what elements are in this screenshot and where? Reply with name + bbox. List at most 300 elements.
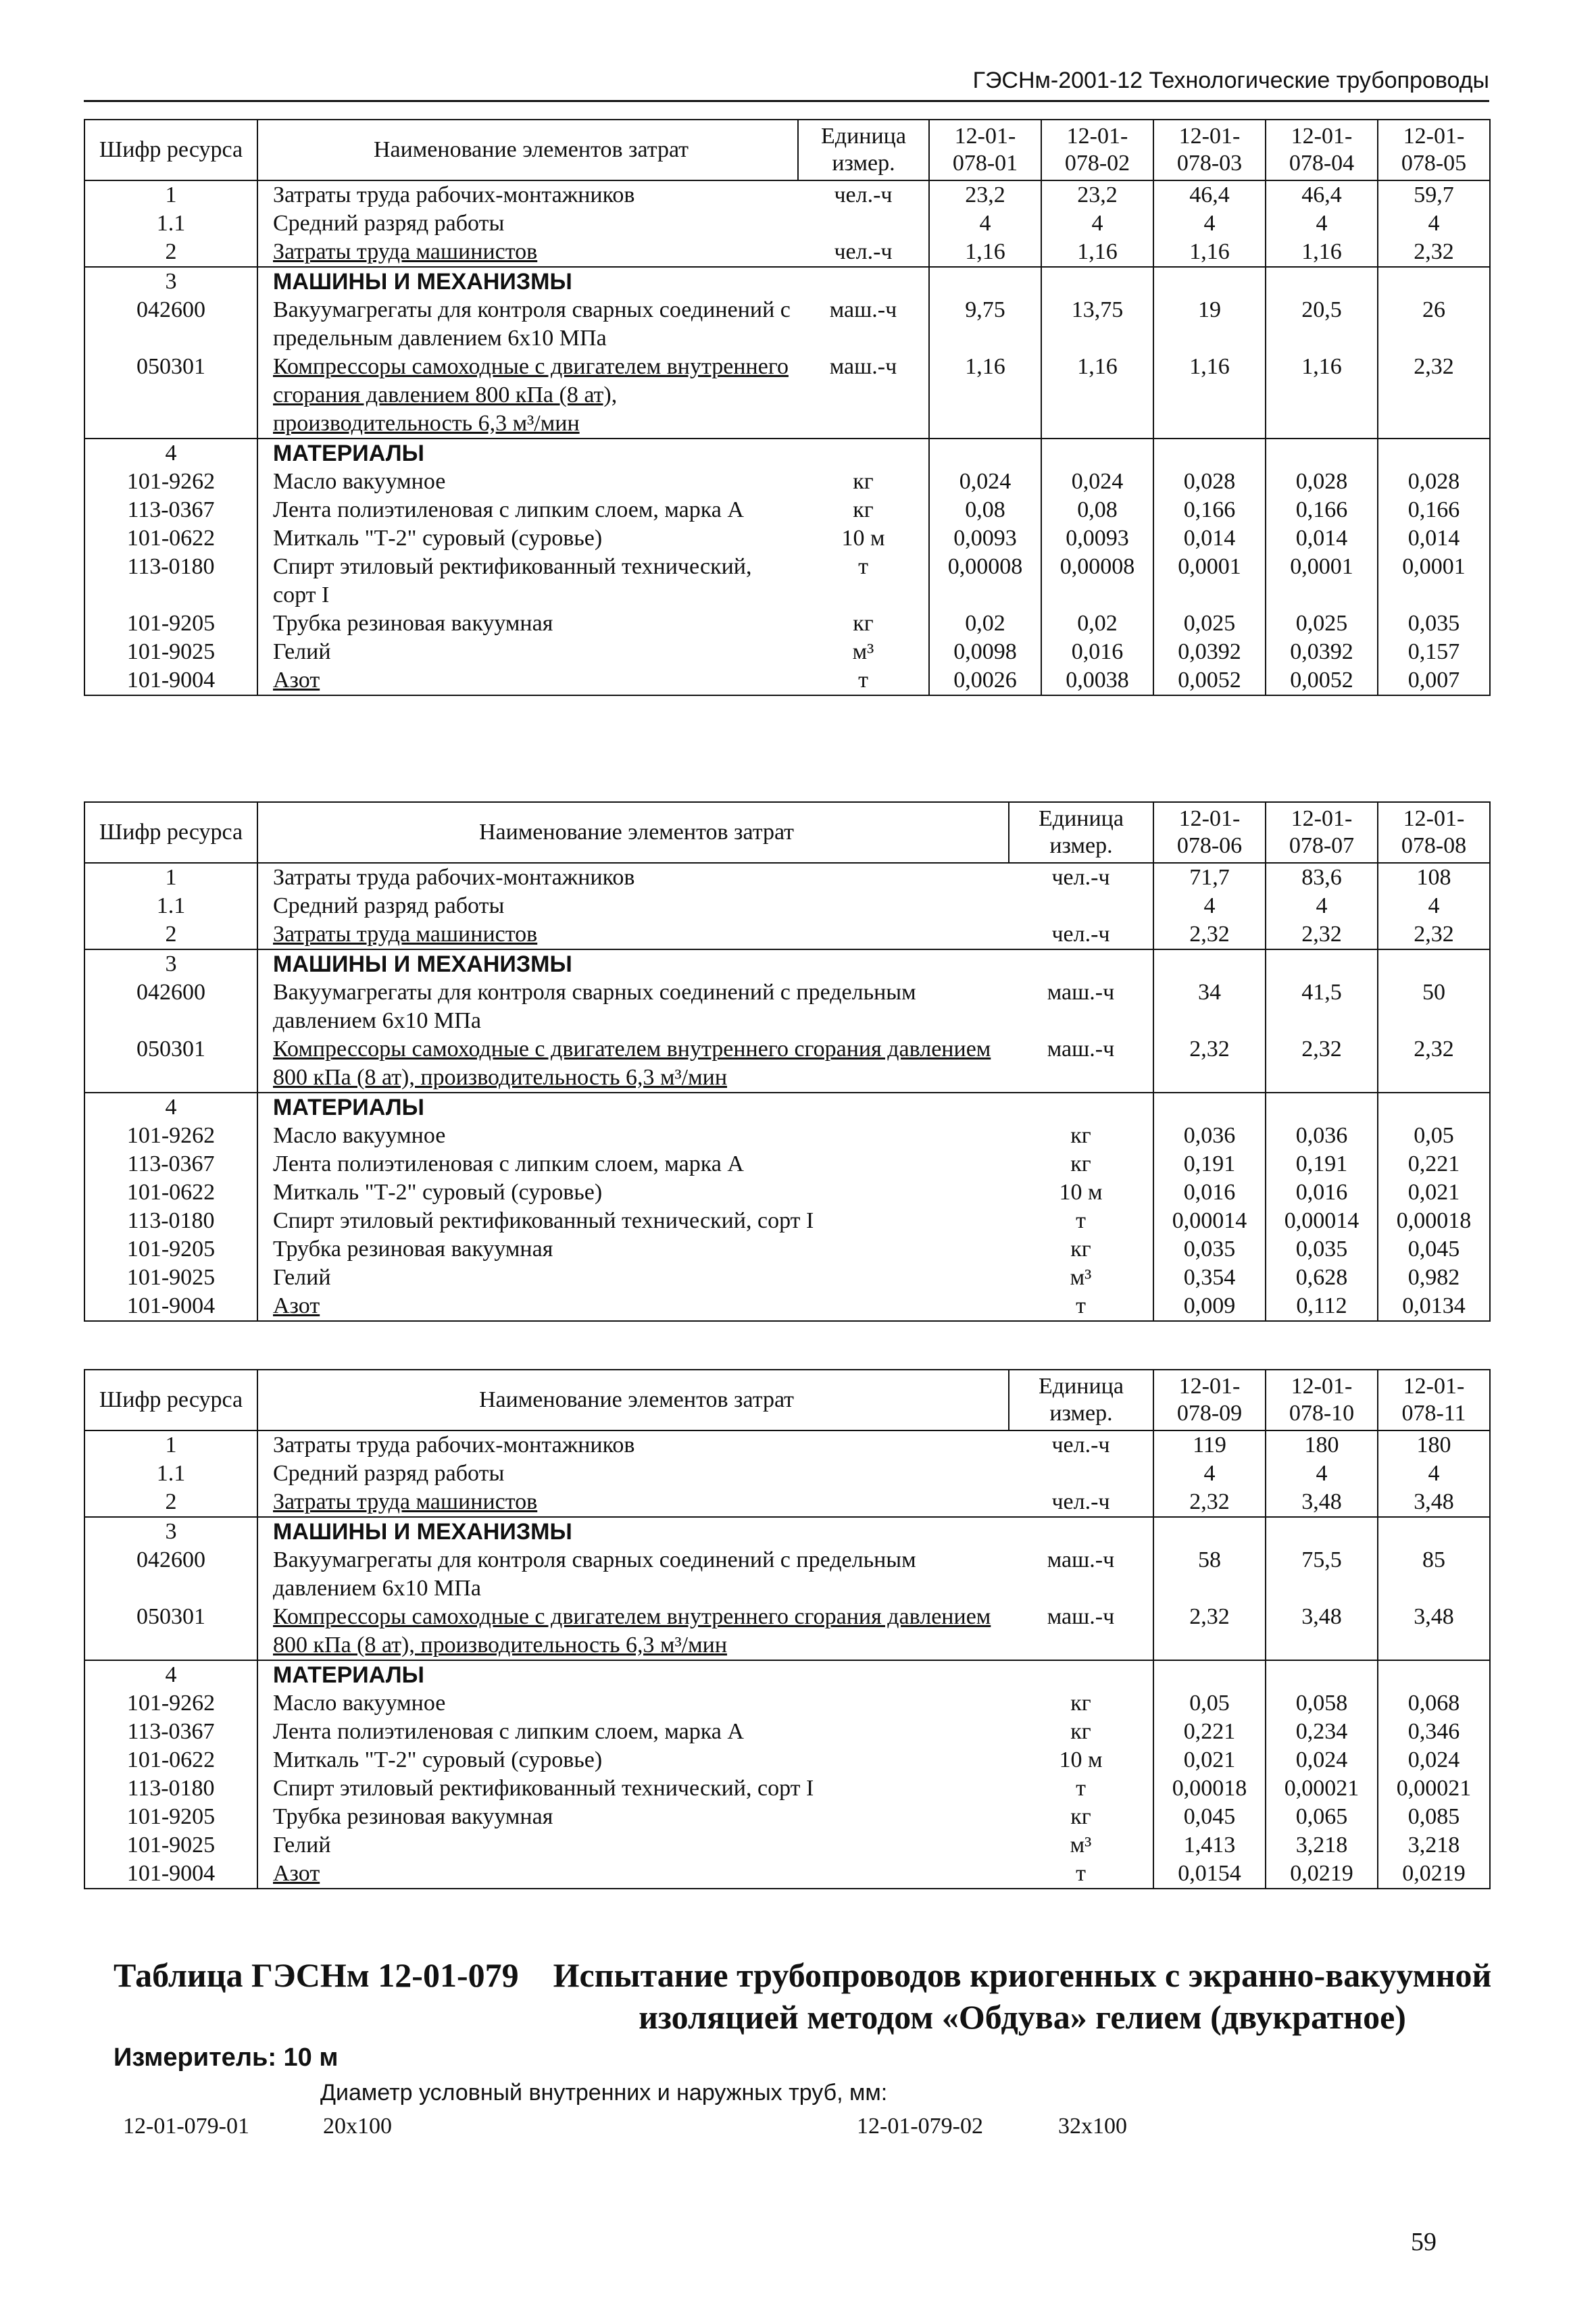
unit-of-measure: кг [798, 468, 929, 496]
norm-value: 0,016 [1153, 1178, 1266, 1207]
table-row [84, 180, 1490, 209]
norm-value: 0,0093 [929, 524, 1041, 553]
table-row [84, 468, 1490, 496]
resource-code: 113-0367 [84, 496, 257, 524]
table-row [84, 1603, 1490, 1660]
cost-item-name: Средний разряд работы [273, 1461, 505, 1486]
resource-table-1 [84, 119, 1491, 696]
unit-of-measure: т [1009, 1774, 1153, 1803]
header-col: 12-01-078-11 [1378, 1370, 1490, 1430]
norm-value: 108 [1378, 863, 1490, 892]
resource-code: 050301 [84, 353, 257, 439]
unit-of-measure: кг [798, 496, 929, 524]
norm-value: 1,16 [1041, 238, 1153, 267]
cost-item-name: Компрессоры самоходные с двигателем внутреннего сгорания давлением 800 кПа (8 ат), производительность 6,3 м³/мин [273, 1037, 991, 1090]
norm-value: 0,982 [1378, 1264, 1490, 1292]
header-code: Шифр ресурса [84, 802, 257, 863]
norm-value: 0,00008 [1041, 553, 1153, 609]
norm-value: 83,6 [1266, 863, 1378, 892]
table-row [84, 1093, 1490, 1122]
header-col: 12-01-078-03 [1153, 120, 1266, 180]
norm-value: 4 [1266, 1460, 1378, 1488]
unit-of-measure: т [798, 666, 929, 695]
variant-code: 12-01-079-02 [857, 2114, 983, 2139]
table-row [84, 1460, 1490, 1488]
norm-value: 0,346 [1378, 1718, 1490, 1746]
norm-value [1153, 949, 1266, 978]
unit-of-measure [1009, 892, 1153, 920]
table-row [84, 1718, 1490, 1746]
resource-code: 2 [84, 1488, 257, 1517]
norm-value [1153, 1093, 1266, 1122]
unit-of-measure: 10 м [1009, 1746, 1153, 1774]
norm-value: 2,32 [1153, 1488, 1266, 1517]
norm-value: 4 [1378, 1460, 1490, 1488]
norm-value: 0,234 [1266, 1718, 1378, 1746]
unit-of-measure: кг [798, 609, 929, 638]
table-row [84, 1150, 1490, 1178]
norm-value: 3,48 [1266, 1603, 1378, 1660]
norm-value: 0,0392 [1153, 638, 1266, 666]
unit-of-measure: кг [1009, 1718, 1153, 1746]
norm-value: 0,166 [1378, 496, 1490, 524]
unit-of-measure: чел.-ч [1009, 920, 1153, 949]
norm-value: 0,014 [1153, 524, 1266, 553]
header-unit: Единица измер. [1009, 802, 1153, 863]
unit-of-measure: маш.-ч [1009, 1035, 1153, 1093]
norm-value: 0,157 [1378, 638, 1490, 666]
cost-item-name: Трубка резиновая вакуумная [273, 1804, 553, 1829]
resource-code: 2 [84, 920, 257, 949]
norm-value: 0,024 [929, 468, 1041, 496]
header-col: 12-01-078-06 [1153, 802, 1266, 863]
cost-item-name: Средний разряд работы [273, 893, 505, 918]
norm-value: 0,166 [1153, 496, 1266, 524]
norm-value: 0,00018 [1378, 1207, 1490, 1235]
page-number: 59 [1411, 2228, 1437, 2256]
norm-value: 0,0001 [1153, 553, 1266, 609]
norm-value [929, 439, 1041, 468]
resource-code: 113-0180 [84, 1774, 257, 1803]
norm-value: 26 [1378, 296, 1490, 353]
cost-item-name: Азот [257, 1860, 1009, 1889]
table-row [84, 1546, 1490, 1603]
resource-code: 101-0622 [84, 1178, 257, 1207]
header-col: 12-01-078-07 [1266, 802, 1378, 863]
resource-code: 2 [84, 238, 257, 267]
unit-of-measure: маш.-ч [798, 353, 929, 439]
norm-value: 0,007 [1378, 666, 1490, 695]
unit-of-measure: чел.-ч [1009, 1430, 1153, 1460]
table-row [84, 553, 1490, 609]
norm-value: 4 [1266, 209, 1378, 238]
table-row [84, 1860, 1490, 1889]
norm-value: 75,5 [1266, 1546, 1378, 1603]
norm-value [1378, 1660, 1490, 1689]
norm-value: 0,021 [1378, 1178, 1490, 1207]
resource-code: 1 [84, 1430, 257, 1460]
norm-value [1266, 1660, 1378, 1689]
norm-value: 0,00021 [1378, 1774, 1490, 1803]
resource-code: 050301 [84, 1035, 257, 1093]
norm-value: 0,00021 [1266, 1774, 1378, 1803]
diameter-caption: Диаметр условный внутренних и наружных труб, мм: [320, 2080, 888, 2106]
table-row [84, 1035, 1490, 1093]
cost-item-name: Вакуумагрегаты для контроля сварных соединений с предельным давлением 6х10 МПа [273, 297, 791, 351]
table-header-row [84, 120, 1490, 180]
norm-value: 2,32 [1378, 353, 1490, 439]
resource-code: 101-9205 [84, 1803, 257, 1831]
norm-value: 0,045 [1378, 1235, 1490, 1264]
norm-value: 4 [1153, 1460, 1266, 1488]
cost-item-name: МАШИНЫ И МЕХАНИЗМЫ [257, 1517, 1009, 1546]
cost-item-name: Миткаль "Т-2" суровый (суровье) [273, 526, 603, 551]
cost-item-name: Компрессоры самоходные с двигателем внутреннего сгорания давлением 800 кПа (8 ат), производительность 6,3 м³/мин [273, 354, 789, 436]
resource-code: 101-9004 [84, 1292, 257, 1321]
cost-item-name: Масло вакуумное [273, 1123, 446, 1148]
cost-item-name: Средний разряд работы [273, 211, 505, 236]
header-col: 12-01-078-05 [1378, 120, 1490, 180]
unit-of-measure: т [1009, 1207, 1153, 1235]
resource-code: 101-9025 [84, 638, 257, 666]
norm-value: 0,0052 [1266, 666, 1378, 695]
norm-value: 0,05 [1378, 1122, 1490, 1150]
norm-value: 3,48 [1378, 1488, 1490, 1517]
norm-value: 3,48 [1266, 1488, 1378, 1517]
norm-value: 0,0392 [1266, 638, 1378, 666]
table-row [84, 1430, 1490, 1460]
header-col: 12-01-078-01 [929, 120, 1041, 180]
norm-value: 0,014 [1378, 524, 1490, 553]
norm-value [1153, 1517, 1266, 1546]
norm-value: 4 [1378, 209, 1490, 238]
norm-value: 4 [1378, 892, 1490, 920]
norm-value: 0,02 [929, 609, 1041, 638]
norm-value: 180 [1266, 1430, 1378, 1460]
table-row [84, 1774, 1490, 1803]
norm-value: 0,035 [1153, 1235, 1266, 1264]
cost-item-name: МАШИНЫ И МЕХАНИЗМЫ [257, 949, 1009, 978]
norm-value: 4 [1041, 209, 1153, 238]
cost-item-name: Трубка резиновая вакуумная [273, 611, 553, 636]
table-row [84, 978, 1490, 1035]
resource-code: 050301 [84, 1603, 257, 1660]
resource-table-2 [84, 801, 1491, 1322]
norm-value: 0,0098 [929, 638, 1041, 666]
norm-value [1153, 267, 1266, 296]
resource-code: 3 [84, 267, 257, 296]
cost-item-name: Затраты труда машинистов [273, 239, 538, 264]
norm-value [1378, 949, 1490, 978]
unit-of-measure [798, 439, 929, 468]
table-description: Испытание трубопроводов криогенных с экранно-вакуумной изоляцией методом «Обдува» гелием (двукратное) [553, 1956, 1492, 2036]
unit-of-measure: кг [1009, 1803, 1153, 1831]
unit-of-measure: кг [1009, 1235, 1153, 1264]
unit-of-measure [1009, 949, 1153, 978]
header-name: Наименование элементов затрат [257, 1370, 1009, 1430]
unit-of-measure: маш.-ч [1009, 1546, 1153, 1603]
norm-value: 0,014 [1266, 524, 1378, 553]
cost-item-name: Миткаль "Т-2" суровый (суровье) [273, 1180, 603, 1205]
norm-value [1378, 1093, 1490, 1122]
norm-value: 4 [1153, 892, 1266, 920]
norm-value: 0,0219 [1266, 1860, 1378, 1889]
resource-code: 1 [84, 180, 257, 209]
norm-value: 41,5 [1266, 978, 1378, 1035]
norm-value: 0,009 [1153, 1292, 1266, 1321]
norm-value: 0,354 [1153, 1264, 1266, 1292]
norm-value: 0,025 [1153, 609, 1266, 638]
unit-of-measure: чел.-ч [1009, 1488, 1153, 1517]
unit-of-measure: маш.-ч [798, 296, 929, 353]
norm-value: 0,0026 [929, 666, 1041, 695]
cost-item-name: Вакуумагрегаты для контроля сварных соединений с предельным давлением 6х10 МПа [273, 1547, 916, 1601]
table-row [84, 296, 1490, 353]
norm-value: 50 [1378, 978, 1490, 1035]
norm-value: 0,028 [1153, 468, 1266, 496]
norm-value: 0,0219 [1378, 1860, 1490, 1889]
norm-value: 19 [1153, 296, 1266, 353]
cost-item-name: Затраты труда машинистов [273, 1489, 538, 1514]
norm-value: 0,05 [1153, 1689, 1266, 1718]
table-number: Таблица ГЭСНм 12-01-079 [114, 1956, 519, 1994]
norm-value: 0,221 [1378, 1150, 1490, 1178]
norm-value: 1,16 [1041, 353, 1153, 439]
norm-value: 3,218 [1266, 1831, 1378, 1860]
running-header: ГЭСНм-2001-12 Технологические трубопроводы [84, 61, 1489, 102]
norm-value: 0,166 [1266, 496, 1378, 524]
unit-of-measure [798, 267, 929, 296]
header-col: 12-01-078-08 [1378, 802, 1490, 863]
norm-value: 58 [1153, 1546, 1266, 1603]
norm-value: 3,48 [1378, 1603, 1490, 1660]
unit-of-measure: 10 м [1009, 1178, 1153, 1207]
resource-table-3 [84, 1369, 1491, 1889]
norm-value: 13,75 [1041, 296, 1153, 353]
table-row [84, 1178, 1490, 1207]
norm-value: 3,218 [1378, 1831, 1490, 1860]
norm-value: 59,7 [1378, 180, 1490, 209]
norm-value: 180 [1378, 1430, 1490, 1460]
table-row [84, 1122, 1490, 1150]
norm-value [1153, 439, 1266, 468]
resource-code: 101-9205 [84, 1235, 257, 1264]
resource-code: 101-9262 [84, 1122, 257, 1150]
table-header-row [84, 1370, 1490, 1430]
resource-code: 1.1 [84, 892, 257, 920]
cost-item-name: МАТЕРИАЛЫ [257, 439, 798, 468]
norm-value: 0,058 [1266, 1689, 1378, 1718]
norm-value: 0,0154 [1153, 1860, 1266, 1889]
cost-item-name: Лента полиэтиленовая с липким слоем, марка А [273, 1719, 744, 1744]
norm-value [1266, 439, 1378, 468]
norm-value: 1,413 [1153, 1831, 1266, 1860]
norm-value [1266, 1093, 1378, 1122]
table-row [84, 1207, 1490, 1235]
norm-value: 46,4 [1266, 180, 1378, 209]
unit-of-measure: кг [1009, 1689, 1153, 1718]
header-code: Шифр ресурса [84, 120, 257, 180]
unit-of-measure: чел.-ч [1009, 863, 1153, 892]
variant-value: 20х100 [323, 2114, 392, 2139]
unit-of-measure [798, 209, 929, 238]
cost-item-name: МАТЕРИАЛЫ [257, 1660, 1009, 1689]
norm-value: 46,4 [1153, 180, 1266, 209]
unit-of-measure [1009, 1093, 1153, 1122]
resource-code: 101-9262 [84, 468, 257, 496]
resource-code: 1.1 [84, 1460, 257, 1488]
norm-value: 4 [1266, 892, 1378, 920]
norm-value: 4 [929, 209, 1041, 238]
norm-value: 0,02 [1041, 609, 1153, 638]
norm-value: 0,085 [1378, 1803, 1490, 1831]
norm-value: 0,065 [1266, 1803, 1378, 1831]
norm-value: 9,75 [929, 296, 1041, 353]
cost-item-name: Трубка резиновая вакуумная [273, 1237, 553, 1262]
resource-code: 113-0367 [84, 1718, 257, 1746]
norm-value: 0,00008 [929, 553, 1041, 609]
cost-item-name: Затраты труда рабочих-монтажников [257, 180, 798, 209]
norm-value: 1,16 [929, 238, 1041, 267]
norm-value: 2,32 [1378, 1035, 1490, 1093]
norm-value: 0,024 [1041, 468, 1153, 496]
table-row [84, 496, 1490, 524]
norm-value: 2,32 [1378, 920, 1490, 949]
resource-code: 101-9025 [84, 1831, 257, 1860]
norm-value [1378, 1517, 1490, 1546]
norm-value: 1,16 [929, 353, 1041, 439]
norm-value: 0,021 [1153, 1746, 1266, 1774]
norm-value: 0,036 [1153, 1122, 1266, 1150]
cost-item-name: МАШИНЫ И МЕХАНИЗМЫ [257, 267, 798, 296]
cost-item-name: Азот [257, 666, 798, 695]
norm-value: 20,5 [1266, 296, 1378, 353]
norm-value: 0,0038 [1041, 666, 1153, 695]
norm-value [1378, 267, 1490, 296]
table-row [84, 1235, 1490, 1264]
norm-value: 0,221 [1153, 1718, 1266, 1746]
cost-item-name: Затраты труда рабочих-монтажников [257, 1430, 1009, 1460]
norm-value: 0,191 [1153, 1150, 1266, 1178]
norm-value: 0,08 [929, 496, 1041, 524]
resource-code: 4 [84, 1093, 257, 1122]
table-row [84, 1517, 1490, 1546]
unit-of-measure: чел.-ч [798, 180, 929, 209]
unit-of-measure: маш.-ч [1009, 978, 1153, 1035]
unit-of-measure: кг [1009, 1122, 1153, 1150]
table-row [84, 892, 1490, 920]
header-col: 12-01-078-04 [1266, 120, 1378, 180]
norm-value: 0,035 [1378, 609, 1490, 638]
table-row [84, 1292, 1490, 1321]
table-row [84, 209, 1490, 238]
variant-value: 32х100 [1058, 2114, 1127, 2139]
table-row [84, 353, 1490, 439]
table-row [84, 666, 1490, 695]
norm-value: 1,16 [1266, 238, 1378, 267]
unit-of-measure: 10 м [798, 524, 929, 553]
unit-of-measure: м³ [1009, 1831, 1153, 1860]
table-row [84, 863, 1490, 892]
unit-of-measure: т [1009, 1860, 1153, 1889]
unit-of-measure: т [798, 553, 929, 609]
norm-value: 0,036 [1266, 1122, 1378, 1150]
norm-value: 0,628 [1266, 1264, 1378, 1292]
table-row [84, 949, 1490, 978]
resource-code: 113-0180 [84, 553, 257, 609]
norm-value: 2,32 [1153, 1035, 1266, 1093]
cost-item-name: Компрессоры самоходные с двигателем внутреннего сгорания давлением 800 кПа (8 ат), производительность 6,3 м³/мин [273, 1604, 991, 1658]
norm-value: 23,2 [1041, 180, 1153, 209]
table-row [84, 267, 1490, 296]
unit-of-measure: м³ [1009, 1264, 1153, 1292]
norm-value: 2,32 [1266, 1035, 1378, 1093]
table-row [84, 1264, 1490, 1292]
norm-value: 0,0093 [1041, 524, 1153, 553]
cost-item-name: Гелий [273, 1833, 331, 1858]
norm-value: 23,2 [929, 180, 1041, 209]
norm-value: 85 [1378, 1546, 1490, 1603]
norm-value [1041, 267, 1153, 296]
norm-value: 0,0052 [1153, 666, 1266, 695]
norm-value [1266, 1517, 1378, 1546]
norm-value: 0,016 [1266, 1178, 1378, 1207]
cost-item-name: Лента полиэтиленовая с липким слоем, марка А [273, 497, 744, 522]
norm-value: 0,0001 [1266, 553, 1378, 609]
cost-item-name: Азот [257, 1292, 1009, 1321]
unit-of-measure: маш.-ч [1009, 1603, 1153, 1660]
cost-item-name: Вакуумагрегаты для контроля сварных соединений с предельным давлением 6х10 МПа [273, 980, 916, 1033]
norm-value: 34 [1153, 978, 1266, 1035]
norm-value: 2,32 [1153, 920, 1266, 949]
table-row [84, 1831, 1490, 1860]
cost-item-name: Спирт этиловый ректификованный технический, сорт I [273, 1208, 814, 1233]
resource-code: 1.1 [84, 209, 257, 238]
table-row [84, 439, 1490, 468]
unit-of-measure [1009, 1517, 1153, 1546]
header-unit: Единица измер. [1009, 1370, 1153, 1430]
resource-code: 101-9004 [84, 666, 257, 695]
cost-item-name: Затраты труда машинистов [273, 922, 538, 947]
header-col: 12-01-078-02 [1041, 120, 1153, 180]
header-name: Наименование элементов затрат [257, 802, 1009, 863]
norm-value: 0,00018 [1153, 1774, 1266, 1803]
resource-code: 101-9262 [84, 1689, 257, 1718]
norm-value [1153, 1660, 1266, 1689]
norm-value: 0,0001 [1378, 553, 1490, 609]
header-col: 12-01-078-09 [1153, 1370, 1266, 1430]
norm-value: 0,191 [1266, 1150, 1378, 1178]
table-header-row [84, 802, 1490, 863]
norm-value: 0,00014 [1266, 1207, 1378, 1235]
cost-item-name: Лента полиэтиленовая с липким слоем, марка А [273, 1151, 744, 1176]
norm-value [929, 267, 1041, 296]
resource-code: 113-0180 [84, 1207, 257, 1235]
norm-value: 0,024 [1378, 1746, 1490, 1774]
cost-item-name: Миткаль "Т-2" суровый (суровье) [273, 1747, 603, 1772]
norm-value [1378, 439, 1490, 468]
norm-value: 2,32 [1378, 238, 1490, 267]
norm-value [1266, 949, 1378, 978]
cost-item-name: Гелий [273, 639, 331, 664]
header-unit: Единица измер. [798, 120, 929, 180]
norm-value: 4 [1153, 209, 1266, 238]
resource-code: 042600 [84, 978, 257, 1035]
resource-code: 3 [84, 1517, 257, 1546]
cost-item-name: Масло вакуумное [273, 469, 446, 494]
table-row [84, 1660, 1490, 1689]
unit-of-measure [1009, 1460, 1153, 1488]
